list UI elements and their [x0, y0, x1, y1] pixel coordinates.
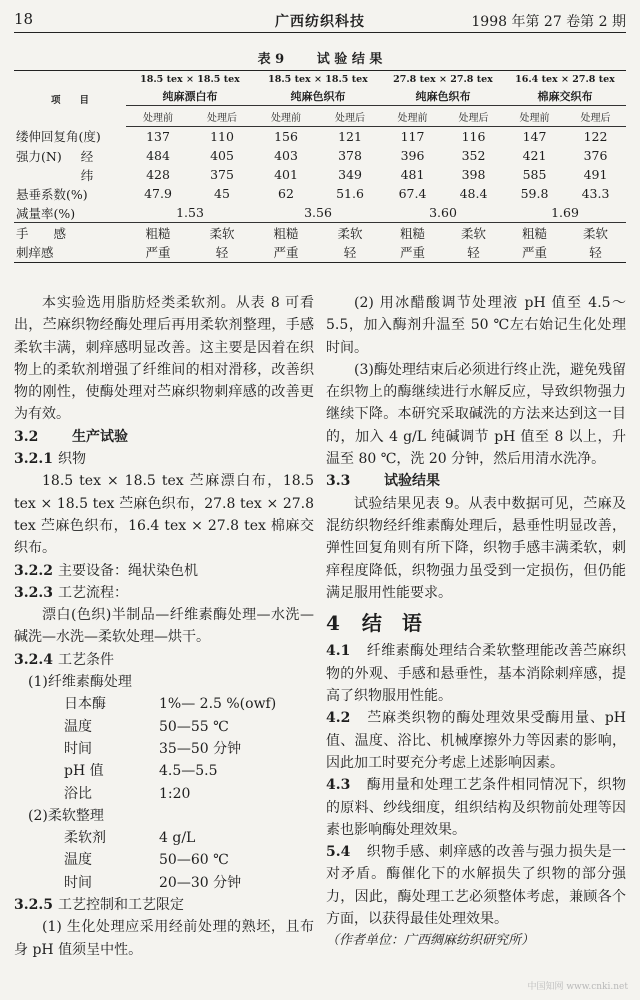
row-label: 减量率(%) — [14, 203, 126, 223]
warp-label: 经 — [80, 148, 94, 164]
table-number: 表 9 — [257, 52, 285, 67]
table-cell: 51.6 — [336, 186, 364, 201]
left-column — [14, 292, 314, 961]
param-row: 浴比 1:20 — [64, 785, 191, 802]
table-cell: 严重 — [504, 242, 565, 263]
table-cell: 117 — [400, 129, 425, 144]
table-cell: 47.9 — [144, 186, 172, 201]
table-cell: 1.69 — [504, 203, 626, 223]
table-cell: 柔软 — [582, 225, 608, 241]
paragraph: 本实验选用脂肪烃类柔软剂。从表 8 可看出，苎麻织物经酶处理后再用柔软剂整理，手感柔软丰满，刺痒感明显改善。这主要是因着在织物上的柔软剂增强了纤维间的相对滑移，改善织物的刚性，使酶处理对苎麻织物刺痒感的改善更为有效。 — [14, 295, 314, 423]
group-name: 纯麻漂白布 — [126, 87, 254, 106]
table-row — [14, 165, 626, 184]
param-row: pH 值 4.5—5.5 — [64, 763, 218, 780]
before-header: 处理前 — [382, 106, 443, 127]
after-header: 处理后 — [443, 106, 504, 127]
table-cell: 45 — [214, 186, 230, 201]
paragraph: 试验结果见表 9。从表中数据可见，苎麻及混纺织物经纤维素酶处理后，悬垂性明显改善，弹性回复角则有所下降，织物手感丰满柔软，刺痒程度降低，织物强力虽受到一定损伤，但仍能满足服用性能要求。 — [326, 495, 626, 601]
table-cell: 3.60 — [382, 203, 504, 223]
table-cell: 59.8 — [520, 186, 549, 201]
group-spec: 18.5 tex × 18.5 tex — [254, 71, 382, 88]
section-heading: 3.3 试验结果 — [326, 473, 440, 490]
table-row — [14, 203, 626, 223]
table-cell: 轻 — [443, 242, 504, 263]
table-cell: 柔软 — [460, 225, 486, 241]
table-caption — [0, 48, 640, 67]
section-heading: 3.2 生产试验 — [14, 428, 128, 445]
table-row — [14, 184, 626, 203]
group-spec: 16.4 tex × 27.8 tex — [504, 71, 626, 88]
chapter-heading: 4 结 语 — [326, 611, 422, 636]
before-header: 处理前 — [254, 106, 318, 127]
row-label: 悬垂系数(%) — [16, 186, 88, 202]
table-cell: 349 — [338, 167, 362, 182]
table-row — [14, 127, 626, 147]
table-cell: 352 — [461, 148, 486, 163]
table-cell: 405 — [210, 148, 234, 163]
author-affiliation: （作者单位：广西绸麻纺织研究所） — [326, 933, 535, 949]
paragraph: 18.5 tex × 18.5 tex 苎麻漂白布，18.5 tex × 18.5 tex 苎麻色织布，27.8 tex × 27.8 tex 苎麻色织布，16.4 tex × 27.8 tex 棉麻交织布。 — [14, 473, 314, 557]
row-label: 缕伸回复角(度) — [16, 129, 101, 145]
subsection-heading: 3.2.5 工艺控制和工艺限定 — [14, 897, 184, 914]
item-header: 项 目 — [14, 71, 126, 127]
table-row — [14, 242, 626, 263]
table-cell: 121 — [338, 129, 362, 144]
group-spec: 27.8 tex × 27.8 tex — [382, 71, 504, 88]
page-header — [14, 6, 626, 33]
conclusion-item: 5.4 织物手感、刺痒感的改善与强力损失是一对矛盾。酶催化下的水解损失了织物的部分强力，因此，酶处理工艺必须整体考虑，兼顾各个方面，以获得最佳处理效果。 — [326, 844, 626, 928]
table-cell: 396 — [400, 148, 425, 163]
paragraph: (3)酶处理结束后必须进行终止洗，避免残留在织物上的酶继续进行水解反应，导致织物强力继续下降。本研究采取碱洗的方法来达到这一目的，加入 4 g/L 纯碱调节 pH 值至 8 以上，升温至 80 ℃，洗 20 分钟，然后用清水洗净。 — [326, 361, 626, 468]
table-cell: 398 — [461, 167, 486, 182]
before-header: 处理前 — [504, 106, 565, 127]
condition-title: (1)纤维素酶处理 — [28, 674, 132, 691]
table-cell: 严重 — [126, 242, 190, 263]
table-title: 试 验 结 果 — [316, 52, 383, 67]
row-label — [14, 165, 126, 184]
table-cell: 轻 — [190, 242, 254, 263]
table-cell: 轻 — [565, 242, 626, 263]
after-header: 处理后 — [318, 106, 382, 127]
table-row — [14, 146, 626, 165]
table-cell: 122 — [583, 129, 608, 144]
table-cell: 491 — [583, 167, 608, 182]
table-cell: 484 — [146, 148, 170, 163]
paragraph: (2) 用冰醋酸调节处理液 pH 值至 4.5～5.5，加入酶剂升温至 50 ℃左右始记生化处理时间。 — [326, 295, 626, 356]
table-cell: 43.3 — [581, 186, 610, 201]
subsection-heading: 3.2.3 工艺流程： — [14, 584, 128, 601]
table-cell: 轻 — [318, 242, 382, 263]
param-row: 时间 35—50 分钟 — [64, 740, 242, 757]
group-name: 纯麻色织布 — [254, 87, 382, 106]
param-row: 时间 20—30 分钟 — [64, 874, 242, 891]
group-name: 棉麻交织布 — [504, 87, 626, 106]
table-cell: 48.4 — [459, 186, 488, 201]
conclusion-item: 4.3 酶用量和处理工艺条件相同情况下，织物的原料、纱线细度，组织结构及织物前处理等因素也影响酶处理效果。 — [326, 777, 626, 838]
row-label: 刺痒感 — [14, 242, 126, 263]
watermark: 中国知网 www.cnki.net — [527, 982, 628, 992]
table-cell: 376 — [583, 148, 608, 163]
table-cell: 421 — [522, 148, 547, 163]
right-column — [326, 292, 626, 953]
row-label: 手 感 — [16, 225, 67, 241]
table-cell: 147 — [522, 129, 547, 144]
table-cell: 粗糙 — [145, 225, 171, 241]
table-cell: 粗糙 — [273, 225, 299, 241]
table-cell: 1.53 — [126, 203, 254, 223]
table-cell: 柔软 — [337, 225, 363, 241]
param-row: 温度 50—55 ℃ — [64, 718, 229, 735]
param-row: 日本酶 1%— 2.5 %(owf) — [64, 696, 277, 713]
table-cell: 481 — [400, 167, 425, 182]
conclusion-item: 4.2 苎麻类织物的酶处理效果受酶用量、pH值、温度、浴比、机械摩擦外力等因素的影响，因此加工时要充分考虑上述影响因素。 — [326, 710, 626, 771]
table-cell: 378 — [338, 148, 362, 163]
issue-info: 1998 年第 27 卷第 2 期 — [471, 14, 626, 30]
before-header: 处理前 — [126, 106, 190, 127]
row-label — [14, 146, 126, 165]
param-row: 柔软剂 4 g/L — [64, 830, 196, 847]
table-cell: 403 — [274, 148, 298, 163]
after-header: 处理后 — [565, 106, 626, 127]
strength-label: 强力(N) — [16, 148, 62, 164]
table-cell: 375 — [210, 167, 234, 182]
page-number: 18 — [14, 10, 34, 28]
table-cell: 585 — [522, 167, 547, 182]
table-row — [14, 223, 626, 243]
journal-name: 广西纺织科技 — [275, 14, 365, 30]
group-name: 纯麻色织布 — [382, 87, 504, 106]
table-cell: 156 — [274, 129, 298, 144]
results-table — [14, 70, 626, 263]
table-cell: 116 — [461, 129, 486, 144]
group-spec: 18.5 tex × 18.5 tex — [126, 71, 254, 88]
param-row: 温度 50—60 ℃ — [64, 852, 229, 869]
table-cell: 62 — [278, 186, 294, 201]
condition-title: (2)柔软整理 — [28, 807, 104, 824]
after-header: 处理后 — [190, 106, 254, 127]
conclusion-item: 4.1 纤维素酶处理结合柔软整理能改善苎麻织物的外观、手感和悬垂性，基本消除刺痒感，提高了织物服用性能。 — [326, 643, 626, 705]
table-cell: 3.56 — [254, 203, 382, 223]
table-cell: 柔软 — [209, 225, 235, 241]
paragraph: (1) 生化处理应采用经前处理的熟坯，且布身 pH 值须呈中性。 — [14, 919, 314, 958]
table-cell: 110 — [210, 129, 234, 144]
table-cell: 严重 — [254, 242, 318, 263]
subsection-heading: 3.2.2 主要设备：绳状染色机 — [14, 562, 198, 579]
paragraph: 漂白(色织)半制品—纤维素酶处理—水洗—碱洗—水洗—柔软处理—烘干。 — [14, 607, 314, 646]
table-cell: 401 — [274, 167, 298, 182]
subsection-heading: 3.2.4 工艺条件 — [14, 651, 114, 668]
table-cell: 428 — [146, 167, 170, 182]
table-cell: 粗糙 — [399, 225, 425, 241]
subsection-heading: 3.2.1 织物 — [14, 451, 86, 468]
table-cell: 67.4 — [398, 186, 427, 201]
table-cell: 严重 — [382, 242, 443, 263]
table-cell: 粗糙 — [521, 225, 547, 241]
table-cell: 137 — [146, 129, 170, 144]
weft-label: 纬 — [80, 167, 94, 183]
